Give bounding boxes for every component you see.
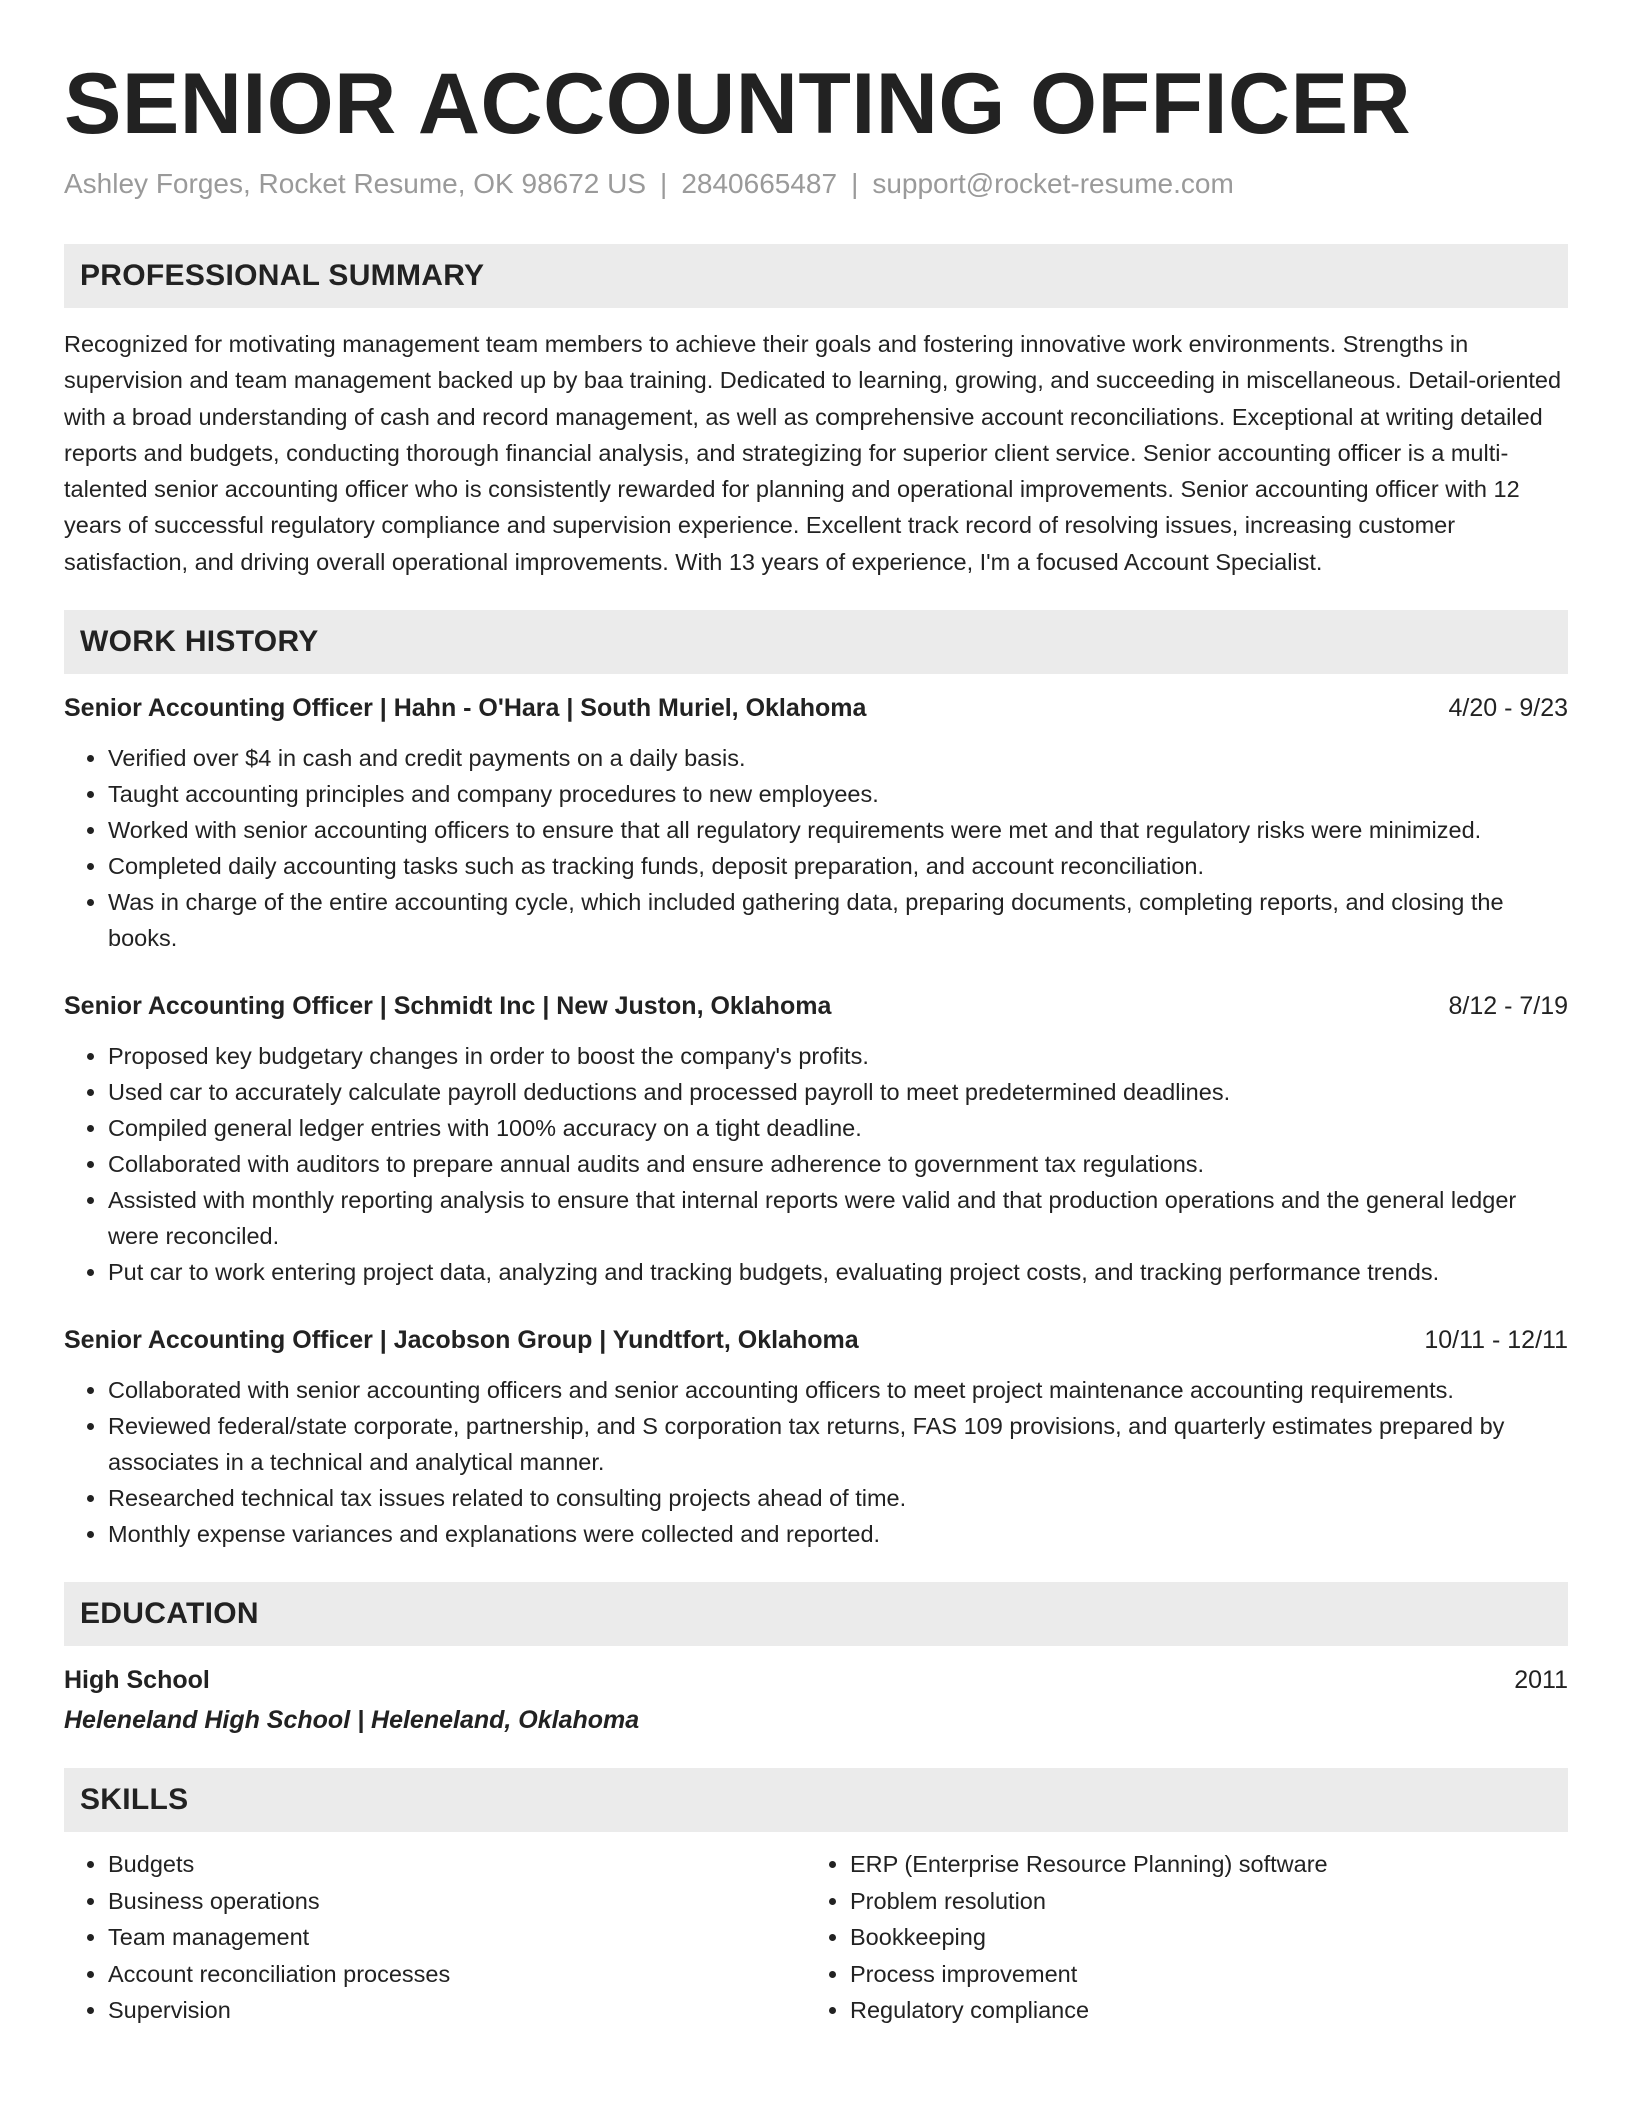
education-school: Heleneland High School | Heleneland, Oklahoma (64, 1706, 640, 1735)
contact-line (64, 166, 1568, 202)
job-bullet: • Worked with senior accounting officers to ensure that all regulatory requirements were met and that regulatory risks were minimized. (108, 812, 1568, 848)
contact-separator: | (851, 168, 859, 199)
job-bullet: • Reviewed federal/state corporate, partnership, and S corporation tax returns, FAS 109 provisions, and quarterly estimates prepared by associates in a technical and analytical manner. (108, 1408, 1568, 1480)
job-bullet: • Was in charge of the entire accounting cycle, which included gathering data, preparing documents, completing reports, and closing the books. (108, 884, 1568, 956)
skill-item: • Team management (108, 1919, 806, 1956)
job-bullet: • Verified over $4 in cash and credit payments on a daily basis. (108, 740, 1568, 776)
work-history-heading: WORK HISTORY (64, 610, 1568, 674)
resume-page (64, 0, 1568, 2029)
skill-item: • Regulatory compliance (850, 1992, 1548, 2029)
job-bullet: • Monthly expense variances and explanations were collected and reported. (108, 1516, 1568, 1552)
education-header (64, 1662, 1568, 1698)
job-entry (64, 988, 1568, 1290)
job-bullet: • Collaborated with senior accounting officers and senior accounting officers to meet project maintenance accounting requirements. (108, 1372, 1568, 1408)
job-bullet: • Taught accounting principles and company procedures to new employees. (108, 776, 1568, 812)
job-bullet-list (64, 1372, 1568, 1552)
job-entry (64, 1322, 1568, 1552)
skill-item: • Problem resolution (850, 1883, 1548, 1920)
job-bullet: • Assisted with monthly reporting analysis to ensure that internal reports were valid and that production operations and the general ledger were reconciled. (108, 1182, 1568, 1254)
resume-title: SENIOR ACCOUNTING OFFICER (64, 56, 1412, 152)
education-section (64, 1582, 1568, 1738)
skills-list-right (806, 1846, 1548, 2029)
education-degree: High School (64, 1666, 210, 1695)
job-title: Senior Accounting Officer | Jacobson Group | Yundtfort, Oklahoma (64, 1326, 859, 1355)
job-header (64, 1322, 1568, 1358)
summary-text: Recognized for motivating management team members to achieve their goals and fostering innovative work environments. Strengths in supervision and team management backed up by baa training. Dedicated to learning, growing, and succeeding in miscellaneous. Detail-oriented with a broad understanding of cash and record management, as well as comprehensive account reconciliations. Exceptional at writing detailed reports and budgets, conducting thorough financial analysis, and strategizing for superior client service. Senior accounting officer is a multi-talented senior accounting officer who is consistently rewarded for planning and operational improvements. Senior accounting officer with 12 years of successful regulatory compliance and supervision experience. Excellent track record of resolving issues, increasing customer satisfaction, and driving overall operational improvements. With 13 years of experience, I'm a focused Account Specialist. (64, 331, 1562, 575)
job-bullet: • Put car to work entering project data, analyzing and tracking budgets, evaluating project costs, and tracking performance trends. (108, 1254, 1568, 1290)
education-heading: EDUCATION (64, 1582, 1568, 1646)
job-dates: 4/20 - 9/23 (1448, 694, 1568, 723)
job-bullet-list (64, 740, 1568, 956)
job-dates: 10/11 - 12/11 (1424, 1326, 1568, 1355)
contact-email: support@rocket-resume.com (872, 168, 1234, 199)
skill-item: • Business operations (108, 1883, 806, 1920)
contact-separator: | (660, 168, 668, 199)
skills-heading: SKILLS (64, 1768, 1568, 1832)
contact-phone: 2840665487 (681, 168, 838, 199)
job-entry (64, 690, 1568, 956)
skills-list-left (64, 1846, 806, 2029)
skill-item: • Budgets (108, 1846, 806, 1883)
job-bullet-list (64, 1038, 1568, 1290)
skill-item: • Bookkeeping (850, 1919, 1548, 1956)
skill-item: • Supervision (108, 1992, 806, 2029)
job-bullet: • Used car to accurately calculate payroll deductions and processed payroll to meet predetermined deadlines. (108, 1074, 1568, 1110)
summary-section (64, 244, 1568, 580)
skills-columns (64, 1846, 1568, 2029)
job-bullet: • Completed daily accounting tasks such as tracking funds, deposit preparation, and account reconciliation. (108, 848, 1568, 884)
job-title: Senior Accounting Officer | Schmidt Inc | New Juston, Oklahoma (64, 992, 832, 1021)
work-history-section (64, 610, 1568, 1552)
skill-item: • Process improvement (850, 1956, 1548, 1993)
job-bullet: • Compiled general ledger entries with 100% accuracy on a tight deadline. (108, 1110, 1568, 1146)
job-bullet: • Collaborated with auditors to prepare annual audits and ensure adherence to government tax regulations. (108, 1146, 1568, 1182)
job-header (64, 690, 1568, 726)
job-bullet: • Proposed key budgetary changes in order to boost the company's profits. (108, 1038, 1568, 1074)
summary-heading: PROFESSIONAL SUMMARY (64, 244, 1568, 308)
skills-section (64, 1768, 1568, 2029)
job-header (64, 988, 1568, 1024)
job-bullet: • Researched technical tax issues related to consulting projects ahead of time. (108, 1480, 1568, 1516)
job-dates: 8/12 - 7/19 (1448, 992, 1568, 1021)
contact-address: Ashley Forges, Rocket Resume, OK 98672 US (64, 168, 647, 199)
skill-item: • Account reconciliation processes (108, 1956, 806, 1993)
job-title: Senior Accounting Officer | Hahn - O'Hara | South Muriel, Oklahoma (64, 694, 867, 723)
education-year: 2011 (1514, 1666, 1568, 1695)
skill-item: • ERP (Enterprise Resource Planning) software (850, 1846, 1548, 1883)
